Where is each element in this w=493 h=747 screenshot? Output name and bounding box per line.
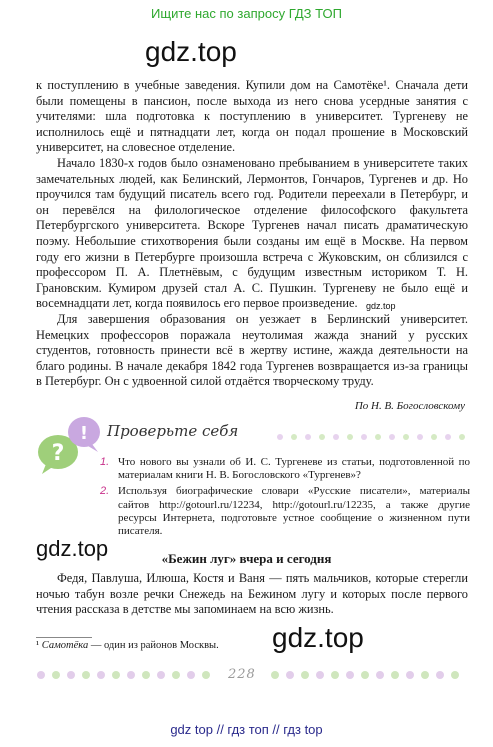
questions-list xyxy=(100,456,470,541)
question-text: Что нового вы узнали об И. С. Тургеневе из статьи, подготовленной по материалам книги Н. В. Богословского «Тургенев»? xyxy=(118,456,470,482)
footnote xyxy=(36,640,219,651)
question-text: Используя биографические словари «Русские писатели», материалы сайтов http://gotourl.ru/12234, http://gotourl.ru/12235, а также другие ресурсы Интернета, подготовьте устное сообщение о жизненном пути писателя. xyxy=(118,485,470,538)
svg-text:?: ? xyxy=(51,441,65,466)
section-paragraph: Федя, Павлуша, Илюша, Костя и Ваня — пять мальчиков, которые стерегли ночью табун возле речки Снежедь на Бежином лугу и которых после первого чтения рассказа в детстве мы запоминаем на всю жизнь. xyxy=(36,571,468,617)
bottom-links[interactable]: gdz top // гдз топ // гдз top xyxy=(170,722,323,737)
watermark-right: gdz.top xyxy=(272,622,364,653)
decorative-dots xyxy=(276,432,476,442)
main-text xyxy=(36,78,468,390)
question-number: 1. xyxy=(100,456,110,468)
question-item xyxy=(100,456,470,482)
footnote-term: Самотёка xyxy=(41,640,89,651)
question-item xyxy=(100,485,470,538)
paragraph-3: Для завершения образования он уезжает в Берлинский университет. Немецких профессоров поражала неутолимая жажда знаний у русских студентов, готовность принести всё в жертву истине, жажда деятельности на благо родины. В начале декабря 1842 года Тургенев возвращается из-за границы в Петербург. Он с удвоенной силой отдаётся творческому труду. xyxy=(36,311,468,389)
watermark-left: gdz.top xyxy=(36,536,109,561)
footnote-rule xyxy=(36,637,92,638)
watermark-top: gdz.top xyxy=(145,36,237,67)
paragraph-2: Начало 1830-х годов было ознаменовано пребыванием в университете таких замечательных людей, как Белинский, Лермонтов, Гончаров, Тургенев и др. Но проучился там будущий писатель всего год. Родители переехали в Петербург, и он перевёлся на филологическое отделение философского факультета Петербургского университета. Вскоре Тургенев начал писать драматическую поэму. Небольшие стихотворения были созданы им ещё в Москве. На первом году его жизни в Петербурге произошла встреча с Жуковским, он сблизился с профессором П. А. Плетнёвым, с будущим известным историком Т. Н. Грановским. Кумиром друзей стал А. С. Пушкин. Тургеневу не было ещё и восемнадцати лет, когда появилось его первое произведение. xyxy=(36,155,468,311)
author-signature: По Н. В. Богословскому xyxy=(354,400,465,412)
paragraph-1: к поступлению в учебные заведения. Купили дом на Самотёке¹. Сначала дети были помещены в пансион, после выхода из него снова усердные занятия с учителями: шла подготовка к поступлению в университет. Тургеневу не исполнилось ещё и пятнадцати лет, когда он подал прошение в Московский университет, на словесное отделение. xyxy=(36,78,468,155)
watermark-inline: gdz.top xyxy=(366,301,396,311)
check-yourself-title: Проверьте себя xyxy=(107,422,239,440)
svg-text:!: ! xyxy=(79,423,89,444)
check-yourself-header xyxy=(36,416,476,466)
section-title: «Бежин луг» вчера и сегодня xyxy=(161,551,332,566)
page-dots-left xyxy=(36,670,216,680)
footnote-text: — один из районов Москвы. xyxy=(88,640,219,651)
top-banner[interactable]: Ищите нас по запросу ГДЗ ТОП xyxy=(151,6,342,21)
footnote-mark: ¹ xyxy=(36,640,40,651)
section-text-block xyxy=(36,571,468,618)
page-number: 228 xyxy=(228,667,256,682)
question-bubbles-icon xyxy=(36,414,106,484)
question-number: 2. xyxy=(100,485,110,498)
page-dots-right xyxy=(270,670,460,680)
